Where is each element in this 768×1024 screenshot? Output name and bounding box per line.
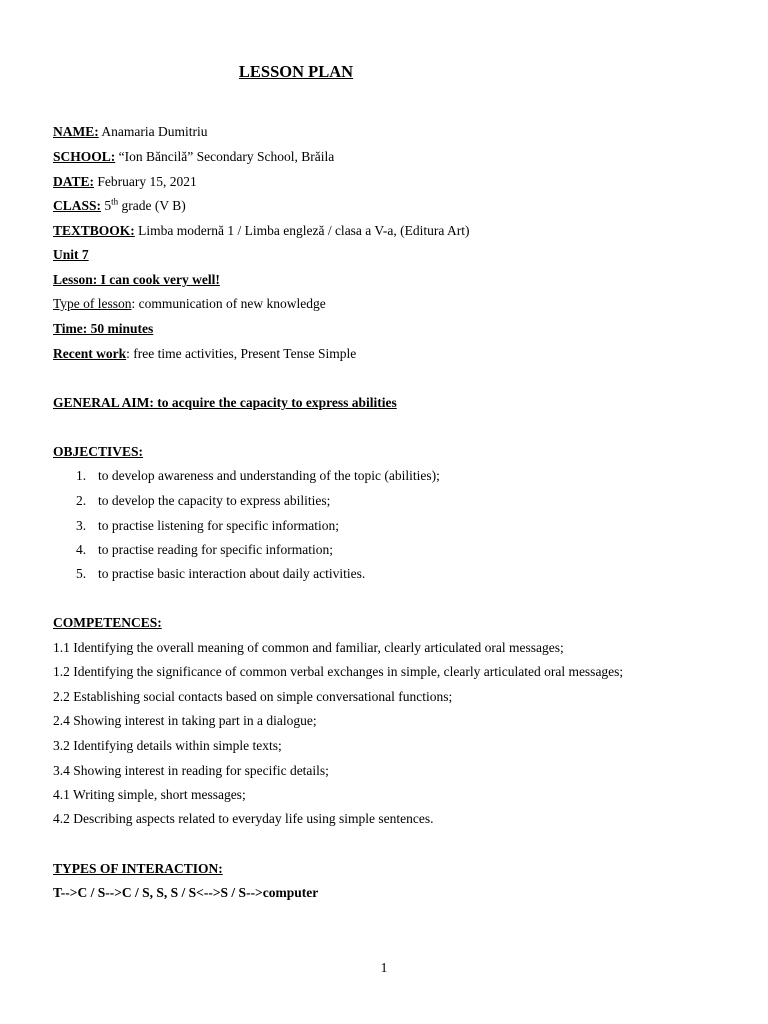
name-value: Anamaria Dumitriu [98, 124, 208, 139]
date-line [53, 173, 197, 190]
page-number: 1 [380, 960, 388, 975]
class-superscript: th [111, 196, 119, 207]
competences-heading: COMPETENCES: [53, 615, 162, 630]
objective-text: to develop the capacity to express abilities; [98, 493, 331, 508]
competence-item: 4.2 Describing aspects related to everyday life using simple sentences. [53, 811, 434, 826]
class-label: CLASS: [53, 198, 102, 213]
school-label: SCHOOL: [53, 149, 116, 164]
textbook-label: TEXTBOOK: [53, 223, 135, 238]
objective-item [76, 517, 339, 534]
objective-number: 3. [76, 518, 87, 533]
objective-number: 2. [76, 493, 87, 508]
recent-work-value: : free time activities, Present Tense Simple [126, 346, 357, 361]
objective-item [76, 467, 440, 484]
competence-item: 2.2 Establishing social contacts based on simple conversational functions; [53, 689, 453, 704]
name-line [53, 123, 207, 140]
competence-item: 2.4 Showing interest in taking part in a dialogue; [53, 713, 317, 728]
objective-number: 4. [76, 542, 87, 557]
objectives-heading: OBJECTIVES: [53, 444, 144, 459]
objective-number: 5. [76, 566, 87, 581]
competence-item: 1.2 Identifying the significance of common verbal exchanges in simple, clearly articulated oral messages; [53, 664, 624, 679]
type-of-lesson-label: Type of lesson [53, 296, 132, 311]
time-line: Time: 50 minutes [53, 321, 154, 336]
competence-item: 3.2 Identifying details within simple texts; [53, 738, 282, 753]
class-rest: grade (V B) [118, 198, 186, 213]
competence-item: 4.1 Writing simple, short messages; [53, 787, 246, 802]
unit-line: Unit 7 [53, 247, 89, 262]
class-line [53, 197, 186, 214]
school-line [53, 148, 334, 165]
lesson-line: Lesson: I can cook very well! [53, 272, 220, 287]
competence-item: 3.4 Showing interest in reading for specific details; [53, 763, 329, 778]
date-label: DATE: [53, 174, 95, 189]
school-value: “Ion Băncilă” Secondary School, Brăila [115, 149, 335, 164]
class-number: 5 [101, 198, 112, 213]
objective-text: to practise listening for specific information; [98, 518, 340, 533]
general-aim: GENERAL AIM: to acquire the capacity to express abilities [53, 395, 397, 410]
objective-text: to practise basic interaction about daily activities. [98, 566, 366, 581]
objective-item [76, 565, 365, 582]
textbook-line [53, 222, 470, 239]
interaction-types: T-->C / S-->C / S, S, S / S<-->S / S-->computer [53, 885, 319, 900]
objective-item [76, 492, 330, 509]
interaction-heading: TYPES OF INTERACTION: [53, 861, 223, 876]
type-of-lesson-value: : communication of new knowledge [131, 296, 326, 311]
textbook-value: Limba modernă 1 / Limba engleză / clasa a V-a, (Editura Art) [134, 223, 470, 238]
competence-item: 1.1 Identifying the overall meaning of common and familiar, clearly articulated oral messages; [53, 640, 564, 655]
objective-item [76, 541, 333, 558]
objective-text: to develop awareness and understanding of the topic (abilities); [98, 468, 440, 483]
objective-number: 1. [76, 468, 87, 483]
name-label: NAME: [53, 124, 99, 139]
date-value: February 15, 2021 [94, 174, 197, 189]
objective-text: to practise reading for specific information; [98, 542, 334, 557]
recent-work-line [53, 345, 356, 362]
recent-work-label: Recent work [53, 346, 127, 361]
type-of-lesson-line [53, 295, 326, 312]
page-title: LESSON PLAN [238, 62, 354, 81]
